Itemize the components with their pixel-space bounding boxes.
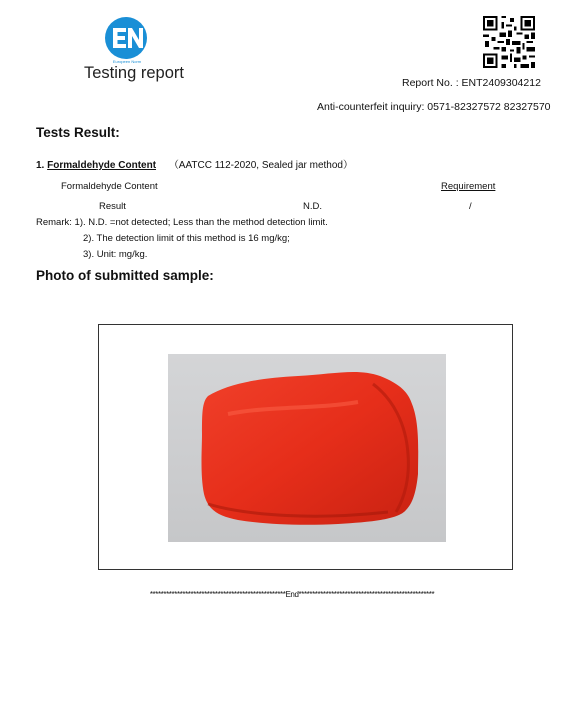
anti-counterfeit-inquiry: Anti-counterfeit inquiry: 0571-82327572 82327570 <box>317 101 551 113</box>
qr-code-icon <box>483 16 535 68</box>
tests-result-heading: Tests Result: <box>36 125 120 140</box>
logo-subtitle: Europeen Norm <box>112 59 142 64</box>
result-requirement: / <box>469 201 472 212</box>
photo-heading: Photo of submitted sample: <box>36 268 214 283</box>
column-label: Formaldehyde Content <box>61 181 158 192</box>
end-marker: **************************************************End************************************************** <box>149 590 435 599</box>
section-name: Formaldehyde Content <box>47 160 157 171</box>
test-section-formaldehyde <box>36 156 353 171</box>
document-title: Testing report <box>84 64 184 82</box>
report-number: Report No. : ENT2409304212 <box>402 77 541 89</box>
result-row-label: Result <box>99 201 126 212</box>
en-logo-icon <box>104 16 148 60</box>
requirement-header: Requirement <box>441 181 496 192</box>
remark-line: 2). The detection limit of this method is 16 mg/kg; <box>83 233 290 244</box>
result-value: N.D. <box>303 201 322 212</box>
remark-line: Remark: 1). N.D. =not detected; Less than the method detection limit. <box>36 217 328 228</box>
remark-line: 3). Unit: mg/kg. <box>83 249 148 260</box>
section-number: 1. <box>36 160 45 171</box>
sample-photo <box>168 354 446 542</box>
section-method: （AATCC 112-2020, Sealed jar method） <box>168 160 353 171</box>
